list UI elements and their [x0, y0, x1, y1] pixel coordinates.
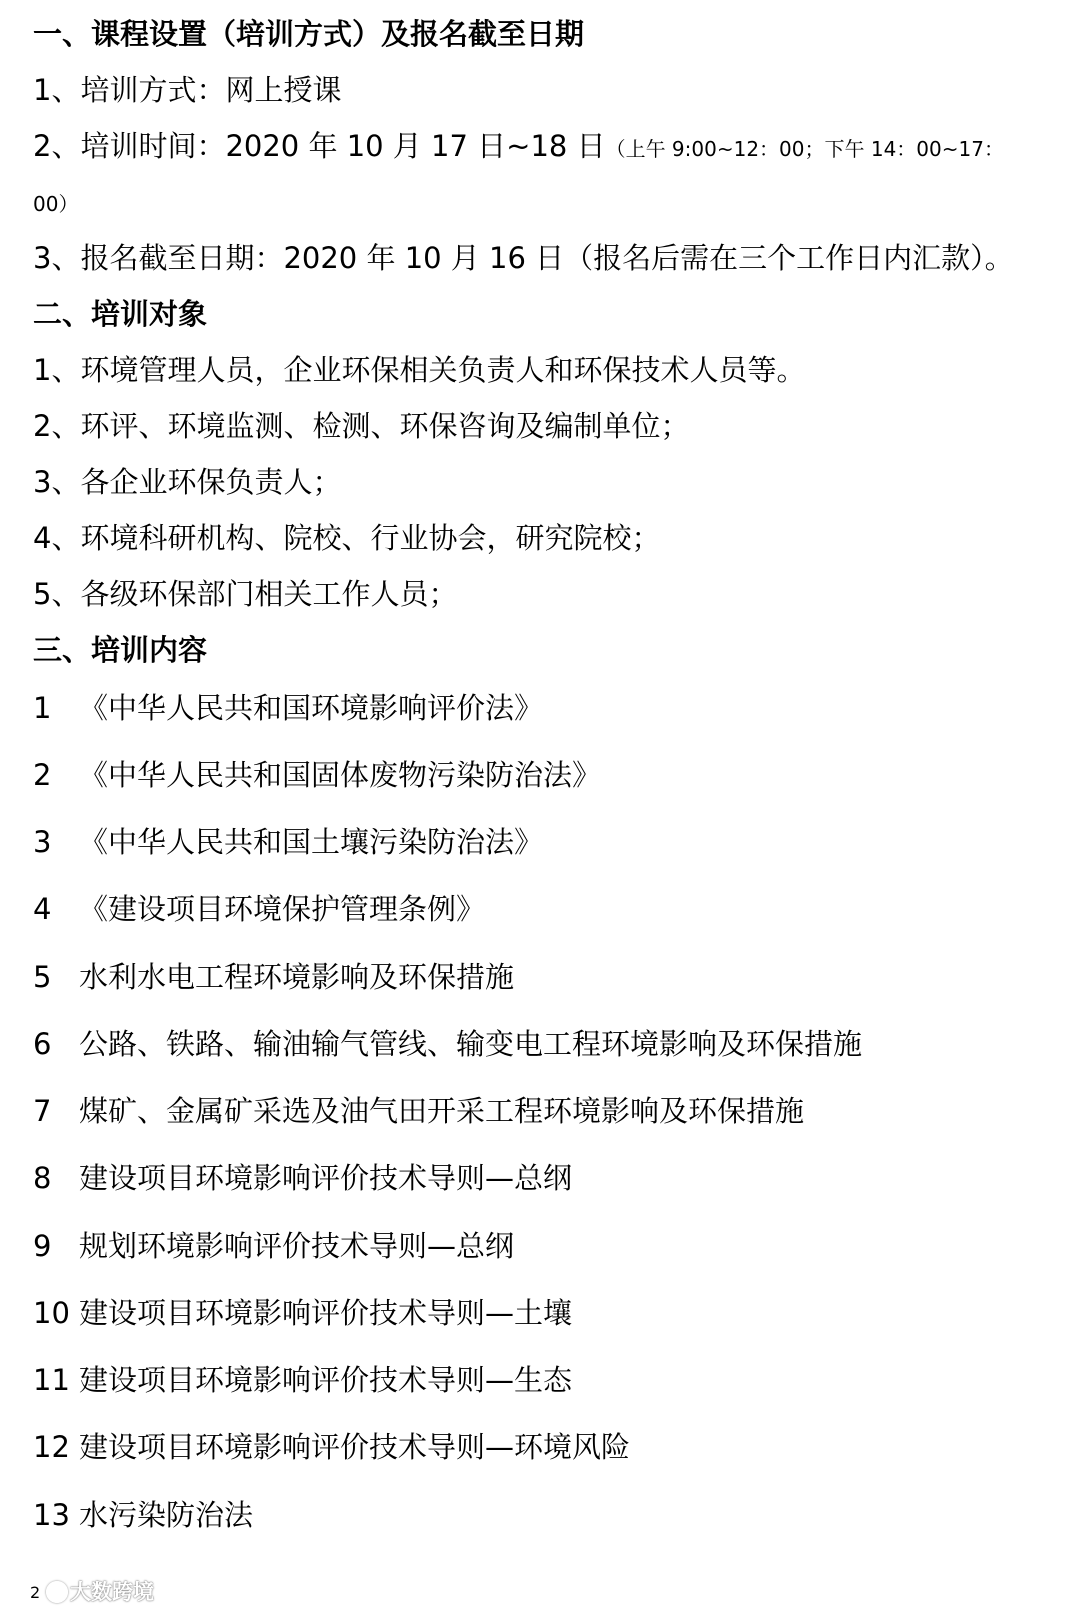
list-item: [33, 688, 1060, 728]
watermark: [46, 1577, 154, 1607]
item-text: 水污染防治法: [79, 1498, 254, 1532]
list-item-training-time: [33, 126, 1060, 169]
item-text: 《中华人民共和国环境影响评价法》: [79, 691, 544, 725]
list-item: [33, 1226, 1060, 1266]
list-item: [33, 1495, 1060, 1535]
section-heading-audience: 二、培训对象: [33, 297, 208, 331]
item-text: 建设项目环境影响评价技术导则—总纲: [79, 1161, 573, 1195]
item-number: 7: [33, 1094, 52, 1128]
list-item: [33, 755, 1060, 795]
item-number: 6: [33, 1027, 52, 1061]
watermark-logo-icon: [46, 1581, 68, 1603]
list-item: 4、环境科研机构、院校、行业协会，研究院校；: [33, 521, 661, 555]
item-number: 8: [33, 1161, 52, 1195]
list-item: 1、环境管理人员，企业环保相关负责人和环保技术人员等。: [33, 353, 806, 387]
item-number: 3: [33, 825, 52, 859]
item-text: 建设项目环境影响评价技术导则—土壤: [79, 1296, 573, 1330]
item-text: 建设项目环境影响评价技术导则—环境风险: [79, 1430, 631, 1464]
item-number: 10: [33, 1296, 70, 1330]
item-text: 煤矿、金属矿采选及油气田开采工程环境影响及环保措施: [79, 1094, 805, 1128]
item-number: 13: [33, 1498, 70, 1532]
section-heading-course-setup: 一、课程设置（培训方式）及报名截至日期: [33, 17, 585, 51]
item-text: 规划环境影响评价技术导则—总纲: [79, 1229, 515, 1263]
list-item: [33, 1158, 1060, 1198]
item-text: 建设项目环境影响评价技术导则—生态: [79, 1363, 573, 1397]
list-item: [33, 957, 1060, 997]
list-item: [33, 1293, 1060, 1333]
list-item: [33, 1427, 1060, 1467]
list-item: 5、各级环保部门相关工作人员；: [33, 577, 458, 611]
item-text: 《中华人民共和国土壤污染防治法》: [79, 825, 544, 859]
item-number: 12: [33, 1430, 70, 1464]
item-text: 《中华人民共和国固体废物污染防治法》: [79, 758, 602, 792]
list-item: [33, 822, 1060, 862]
page-number: 2: [30, 1583, 41, 1602]
list-item: 3、各企业环保负责人；: [33, 465, 342, 499]
list-item: [33, 1091, 1060, 1131]
list-item: 2、环评、环境监测、检测、环保咨询及编制单位；: [33, 409, 690, 443]
list-item: [33, 1360, 1060, 1400]
list-item: 3、报名截至日期：2020 年 10 月 16 日（报名后需在三个工作日内汇款）。: [33, 241, 1014, 275]
item-text: 《建设项目环境保护管理条例》: [79, 892, 486, 926]
item-number: 1: [33, 691, 52, 725]
item-number: 9: [33, 1229, 52, 1263]
training-time-text: 2、培训时间：2020 年 10 月 17 日~18 日: [33, 129, 606, 163]
section-heading-content: 三、培训内容: [33, 633, 208, 667]
training-time-note: （上午 9:00~12：00；下午 14：00~17：: [605, 137, 1004, 161]
list-item: 1、培训方式：网上授课: [33, 73, 342, 107]
item-number: 4: [33, 892, 52, 926]
watermark-text: 大数跨境: [70, 1580, 154, 1604]
item-text: 水利水电工程环境影响及环保措施: [79, 960, 515, 994]
list-item: [33, 1024, 1060, 1064]
list-item: [33, 889, 1060, 929]
training-time-note-continued: 00）: [33, 192, 79, 216]
item-text: 公路、铁路、输油输气管线、输变电工程环境影响及环保措施: [79, 1027, 863, 1061]
item-number: 11: [33, 1363, 70, 1397]
item-number: 2: [33, 758, 52, 792]
item-number: 5: [33, 960, 52, 994]
